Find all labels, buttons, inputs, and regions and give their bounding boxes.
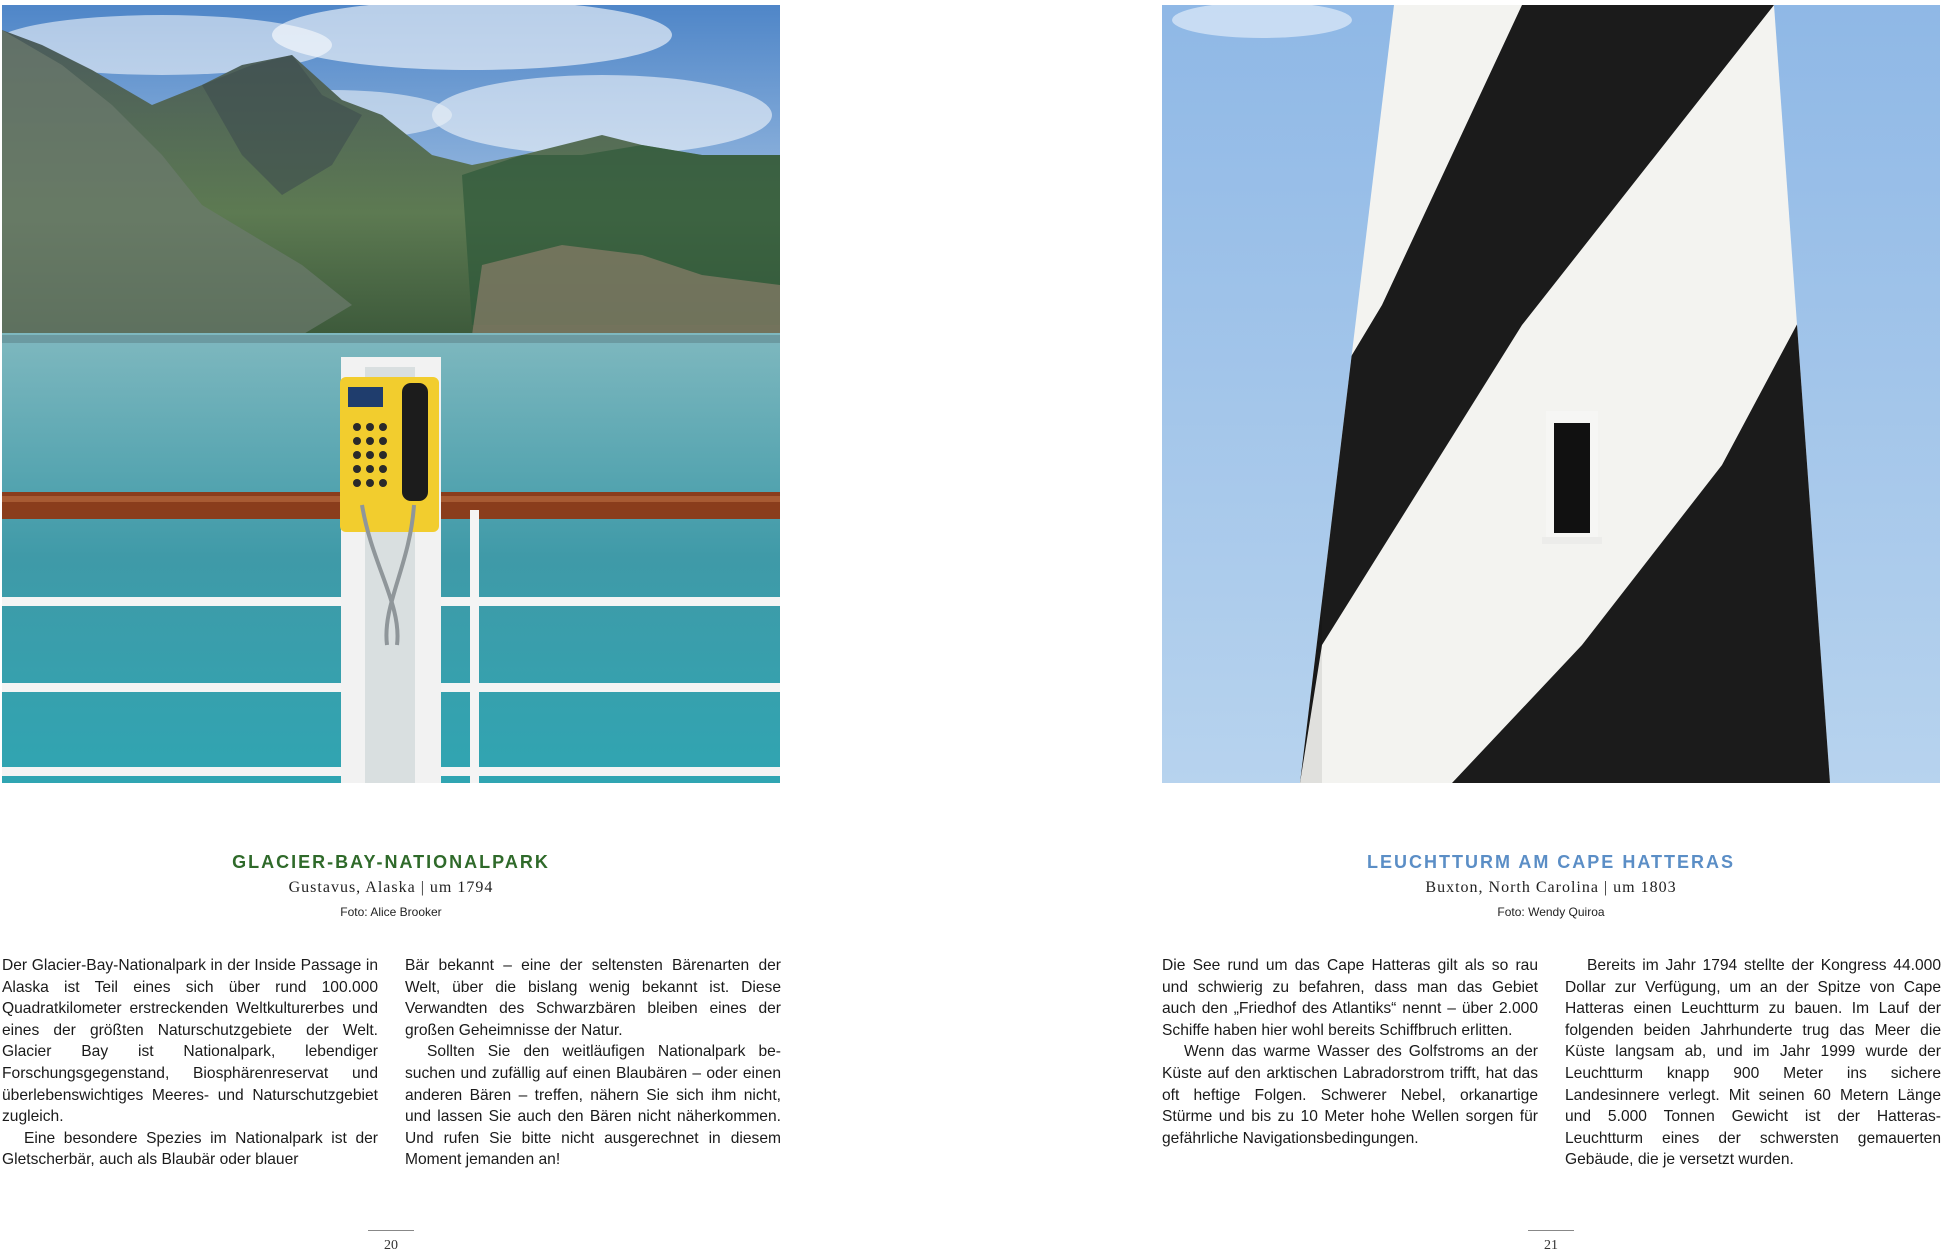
page-number <box>366 1230 416 1254</box>
folio-rule <box>1528 1230 1574 1231</box>
folio-rule <box>368 1230 414 1231</box>
paragraph: Die See rund um das Cape Hatteras gilt als so rau und schwierig zu befahren, dass man das Gebiet auch den „Friedhof des Atlantiks“ nennt – über 2.000 Schiffe haben hier wohl bereits Schiffbruch erlitten. <box>1162 957 1538 1039</box>
body-column-1 <box>1162 955 1538 1149</box>
right-page <box>972 0 1944 1260</box>
caption-subtitle: Gustavus, Alaska | um 1794 <box>288 879 494 896</box>
photo-credit: Foto: Wendy Quiroa <box>1497 905 1605 919</box>
paragraph: Eine besondere Spezies im Nationalpark ist der Gletscherbär, auch als Blaubär oder blauer <box>2 1129 378 1169</box>
caption <box>1162 850 1940 922</box>
photo-credit: Foto: Alice Brooker <box>340 905 442 919</box>
body-column-2 <box>405 955 781 1171</box>
caption-title: GLACIER-BAY-NATIONALPARK <box>232 852 550 872</box>
page-number <box>1526 1230 1576 1254</box>
paragraph: Sollten Sie den weitläufigen Nationalpark besuchen und zufällig auf einen Blaubären – oder einen anderen Bären – treffen, nähern Sie sich ihm nicht, und lassen Sie auch den Bären nicht näherkommen. Und rufen Sie bitte nicht ausgerechnet in diesem Moment jemanden an! <box>405 1043 781 1169</box>
paragraph: Bär bekannt – eine der seltensten Bärenarten der Welt, über die bislang wenig bekannt ist. Diese Verwandten des Schwarzbären bleiben eines der großen Geheimnisse der Natur. <box>405 957 781 1039</box>
paragraph: Wenn das warme Wasser des Golfstroms an der Küste auf den arktischen Labradorstrom trifft, hat das oft heftige Folgen. Schwerer Nebel, orkanartige Stürme und bis zu 10 Meter hohe Wellen sorgen für gefährliche Navigationsbedingungen. <box>1162 1043 1538 1147</box>
paragraph: Der Glacier-Bay-Nationalpark in der Inside Passage in Alaska ist Teil eines sich über rund 100.000 Quadratkilometer erstreckenden Weltkulturerbes und eines der größten Naturschutzgebiete der Welt. Glacier Bay ist Nationalpark, lebendiger Forschungsgegenstand, Biosphärenreservat und überlebenswichtiges Meeres- und Naturschutzgebiet zugleich. <box>2 957 378 1126</box>
lighthouse-photo <box>1162 5 1940 783</box>
body-column-1 <box>2 955 378 1171</box>
glacier-bay-photo <box>2 5 780 783</box>
body-column-2 <box>1565 955 1941 1171</box>
caption <box>2 850 780 922</box>
page-number-text: 20 <box>384 1238 398 1253</box>
caption-subtitle: Buxton, North Carolina | um 1803 <box>1425 879 1677 896</box>
paragraph: Bereits im Jahr 1794 stellte der Kongress 44.000 Dollar zur Verfügung, um an der Spitze von Cape Hatteras einen Leuchtturm zu bauen. Im Lauf der folgenden beiden Jahrhunderte trug das Meer die Küste langsam ab, und im Jahr 1999 wurde der Leuchtturm knapp 900 Meter ins sichere Landesinnere verlegt. Mit seinen 60 Metern Länge und 5.000 Tonnen Gewicht ist der Hatteras-Leuchtturm eines der schwersten gemauerten Gebäude, die je versetzt wurden. <box>1565 957 1941 1169</box>
caption-title: LEUCHTTURM AM CAPE HATTERAS <box>1367 852 1735 872</box>
page-number-text: 21 <box>1544 1238 1558 1253</box>
